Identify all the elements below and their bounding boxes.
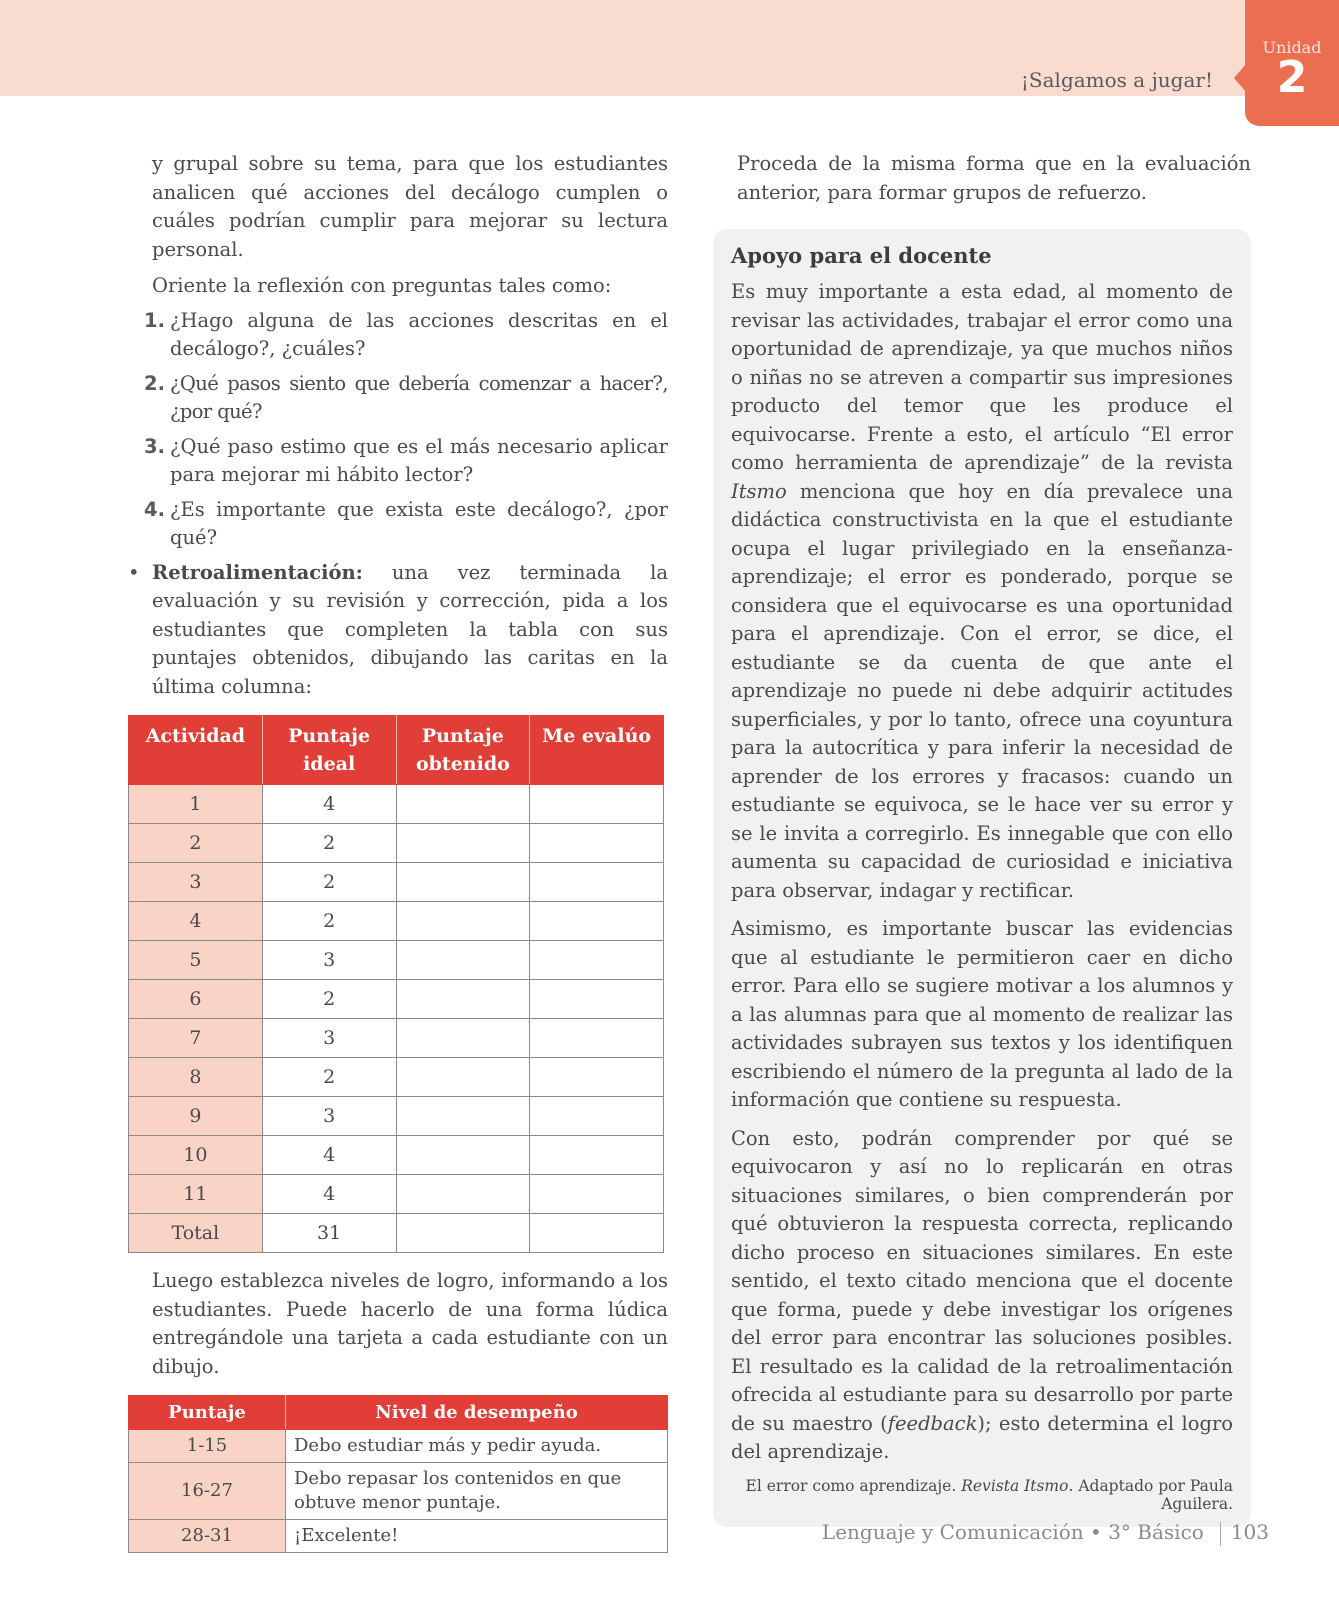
total-self-eval-cell[interactable] <box>530 1214 664 1253</box>
header-puntaje: Puntaje <box>129 1396 286 1430</box>
question-item <box>128 496 668 553</box>
unit-tab <box>1245 0 1339 126</box>
obtained-score-cell[interactable] <box>396 824 530 863</box>
source-text-b: . Adaptado por Paula Aguilera. <box>1068 1476 1233 1513</box>
self-eval-cell[interactable] <box>530 980 664 1019</box>
obtained-score-cell[interactable] <box>396 941 530 980</box>
activity-cell: 4 <box>129 902 263 941</box>
paragraph-proceed: Proceda de la misma forma que en la evaluación anterior, para formar grupos de refuerzo. <box>737 152 1251 204</box>
score-range-cell: 28-31 <box>129 1520 286 1553</box>
table-row <box>129 824 664 863</box>
bullet-dot: • <box>128 560 140 584</box>
activity-cell: 2 <box>129 824 263 863</box>
ideal-score-cell: 2 <box>262 902 396 941</box>
level-description-cell: ¡Excelente! <box>286 1520 668 1553</box>
table-row <box>129 1019 664 1058</box>
table-row <box>129 1520 668 1553</box>
total-label-cell: Total <box>129 1214 263 1253</box>
support-p1-text-a: Es muy importante a esta edad, al momento de revisar las actividades, trabajar el error como una oportunidad de aprendizaje, ya que muchos niños o niñas no se atreven a compartir sus impresiones producto del temor que les produce el equivocarse. Frente a esto, el artículo “El error como herramienta de aprendizaje” de la revista <box>731 280 1233 474</box>
question-text: ¿Es importante que exista este decálogo?, ¿por qué? <box>170 497 668 549</box>
table-row <box>129 1058 664 1097</box>
question-number: 2. <box>144 371 165 395</box>
activity-cell: 8 <box>129 1058 263 1097</box>
support-p3-italic: feedback <box>887 1411 978 1435</box>
ideal-score-cell: 4 <box>262 1136 396 1175</box>
activity-cell: 6 <box>129 980 263 1019</box>
self-eval-cell[interactable] <box>530 863 664 902</box>
obtained-score-cell[interactable] <box>396 1019 530 1058</box>
table-row <box>129 902 664 941</box>
obtained-score-cell[interactable] <box>396 980 530 1019</box>
right-column <box>713 150 1251 1527</box>
activity-cell: 1 <box>129 785 263 824</box>
table-row <box>129 941 664 980</box>
self-eval-cell[interactable] <box>530 941 664 980</box>
total-ideal-cell: 31 <box>262 1214 396 1253</box>
support-p1-italic: Itsmo <box>731 479 787 503</box>
self-eval-cell[interactable] <box>530 785 664 824</box>
obtained-score-cell[interactable] <box>396 785 530 824</box>
page-number: 103 <box>1230 1520 1269 1544</box>
self-eval-cell[interactable] <box>530 824 664 863</box>
support-paragraph-3 <box>731 1125 1233 1467</box>
header-nivel: Nivel de desempeño <box>286 1396 668 1430</box>
obtained-score-cell[interactable] <box>396 1175 530 1214</box>
question-text: ¿Qué paso estimo que es el más necesario aplicar para mejorar mi hábito lector? <box>170 434 668 486</box>
activity-cell: 10 <box>129 1136 263 1175</box>
page-footer <box>822 1520 1269 1546</box>
ideal-score-cell: 2 <box>262 863 396 902</box>
ideal-score-cell: 3 <box>262 941 396 980</box>
self-eval-cell[interactable] <box>530 1097 664 1136</box>
question-item <box>128 433 668 490</box>
paragraph-intro: y grupal sobre su tema, para que los estudiantes analicen qué acciones del decálogo cumplen o cuáles podrían cumplir para mejorar su lectura personal. <box>152 152 668 261</box>
score-range-cell: 1-15 <box>129 1430 286 1463</box>
header-puntaje-obtenido: Puntaje obtenido <box>396 716 530 785</box>
evaluation-header-row <box>129 716 664 785</box>
support-box-title: Apoyo para el docente <box>731 243 992 268</box>
ideal-score-cell: 2 <box>262 1058 396 1097</box>
question-item <box>128 370 668 427</box>
ideal-score-cell: 4 <box>262 785 396 824</box>
header-me-evaluo: Me evalúo <box>530 716 664 785</box>
table-row <box>129 980 664 1019</box>
question-number: 1. <box>144 308 165 332</box>
obtained-score-cell[interactable] <box>396 1097 530 1136</box>
question-text: ¿Hago alguna de las acciones descritas en el decálogo?, ¿cuáles? <box>170 308 668 360</box>
header-puntaje-ideal: Puntaje ideal <box>262 716 396 785</box>
table-row <box>129 1430 668 1463</box>
paragraph-orient: Oriente la reflexión con preguntas tales como: <box>152 274 612 297</box>
footer-divider <box>1220 1522 1221 1546</box>
ideal-score-cell: 3 <box>262 1019 396 1058</box>
table-row-total <box>129 1214 664 1253</box>
unit-label: Unidad <box>1262 38 1322 57</box>
header-actividad: Actividad <box>129 716 263 785</box>
question-list <box>128 307 668 553</box>
question-number: 4. <box>144 497 165 521</box>
self-eval-cell[interactable] <box>530 1019 664 1058</box>
self-eval-cell[interactable] <box>530 902 664 941</box>
performance-levels-table <box>128 1395 668 1553</box>
source-citation <box>731 1477 1233 1513</box>
table-row <box>129 1175 664 1214</box>
support-p3-text-b: ); esto determina el logro del aprendizaje. <box>731 1411 1233 1463</box>
level-description-cell: Debo repasar los contenidos en que obtuve menor puntaje. <box>286 1463 668 1520</box>
source-italic: Revista Itsmo <box>961 1476 1069 1495</box>
obtained-score-cell[interactable] <box>396 902 530 941</box>
bullet-lead: Retroalimentación: <box>152 560 363 584</box>
score-range-cell: 16-27 <box>129 1463 286 1520</box>
activity-cell: 7 <box>129 1019 263 1058</box>
ideal-score-cell: 2 <box>262 824 396 863</box>
support-paragraph-1 <box>731 278 1233 905</box>
self-eval-cell[interactable] <box>530 1175 664 1214</box>
question-text: ¿Qué pasos siento que debería comenzar a hacer?, ¿por qué? <box>170 371 668 423</box>
support-p3-text-a: Con esto, podrán comprender por qué se equivocaron y así no lo replicarán en otras situaciones similares, o bien comprenderán por qué obtuvieron la respuesta correcta, replicando dicho proceso en situaciones similares. En este sentido, el texto citado menciona que el docente que forma, puede y debe investigar los orígenes del error para encontrar las soluciones posibles. El resultado es la calidad de la retroalimentación ofrecida al estudiante para su desarrollo por parte de su maestro ( <box>731 1126 1233 1435</box>
paragraph-levels: Luego establezca niveles de logro, informando a los estudiantes. Puede hacerlo de una forma lúdica entregándole una tarjeta a cada estudiante con un dibujo. <box>152 1269 668 1378</box>
support-p1-text-b: menciona que hoy en día prevalece una didáctica constructivista en la que el estudiante ocupa el lugar privilegiado en la enseñanza-aprendizaje; el error es ponderado, porque se considera que el equivocarse es una oportunidad para el aprendizaje. Con el error, se dice, el estudiante se da cuenta de que ante el aprendizaje no puede ni debe adquirir actitudes superficiales, y por lo tanto, ofrece una coyuntura para la autocrítica y para inferir la necesidad de aprender de los errores y fracasos: cuando un estudiante se equivoca, se le hace ver su error y se le invita a corregirlo. Es innegable que con ello aumenta su capacidad de curiosidad e iniciativa para observar, indagar y rectificar. <box>731 479 1233 902</box>
self-eval-cell[interactable] <box>530 1136 664 1175</box>
obtained-score-cell[interactable] <box>396 1136 530 1175</box>
source-text-a: El error como aprendizaje. <box>745 1476 962 1495</box>
ideal-score-cell: 3 <box>262 1097 396 1136</box>
activity-cell: 11 <box>129 1175 263 1214</box>
table-row <box>129 1463 668 1520</box>
question-number: 3. <box>144 434 165 458</box>
left-column <box>128 150 668 1553</box>
level-description-cell: Debo estudiar más y pedir ayuda. <box>286 1430 668 1463</box>
unit-number: 2 <box>1276 52 1308 103</box>
header-title: ¡Salgamos a jugar! <box>1020 68 1213 92</box>
total-obtained-cell[interactable] <box>396 1214 530 1253</box>
activity-cell: 3 <box>129 863 263 902</box>
footer-subject: Lenguaje y Comunicación • 3° Básico <box>821 1520 1204 1544</box>
obtained-score-cell[interactable] <box>396 1058 530 1097</box>
question-item <box>128 307 668 364</box>
ideal-score-cell: 2 <box>262 980 396 1019</box>
activity-cell: 5 <box>129 941 263 980</box>
obtained-score-cell[interactable] <box>396 863 530 902</box>
self-eval-cell[interactable] <box>530 1058 664 1097</box>
table-row <box>129 863 664 902</box>
activity-cell: 9 <box>129 1097 263 1136</box>
evaluation-table <box>128 715 664 1253</box>
bullet-text: una vez terminada la evaluación y su revisión y corrección, pida a los estudiantes que completen la tabla con sus puntajes obtenidos, dibujando las caritas en la última columna: <box>152 560 668 698</box>
table-row <box>129 785 664 824</box>
table-row <box>129 1097 664 1136</box>
teacher-support-box <box>713 229 1251 1527</box>
table-row <box>129 1136 664 1175</box>
support-paragraph-2: Asimismo, es importante buscar las evidencias que al estudiante le permitieron caer en dicho error. Para ello se sugiere motivar a los alumnos y a las alumnas para que al momento de realizar las actividades subrayen sus textos y los identifiquen escribiendo el número de la pregunta al lado de la información que contiene su respuesta. <box>731 917 1233 1111</box>
levels-header-row <box>129 1396 668 1430</box>
feedback-bullet <box>128 559 668 702</box>
ideal-score-cell: 4 <box>262 1175 396 1214</box>
